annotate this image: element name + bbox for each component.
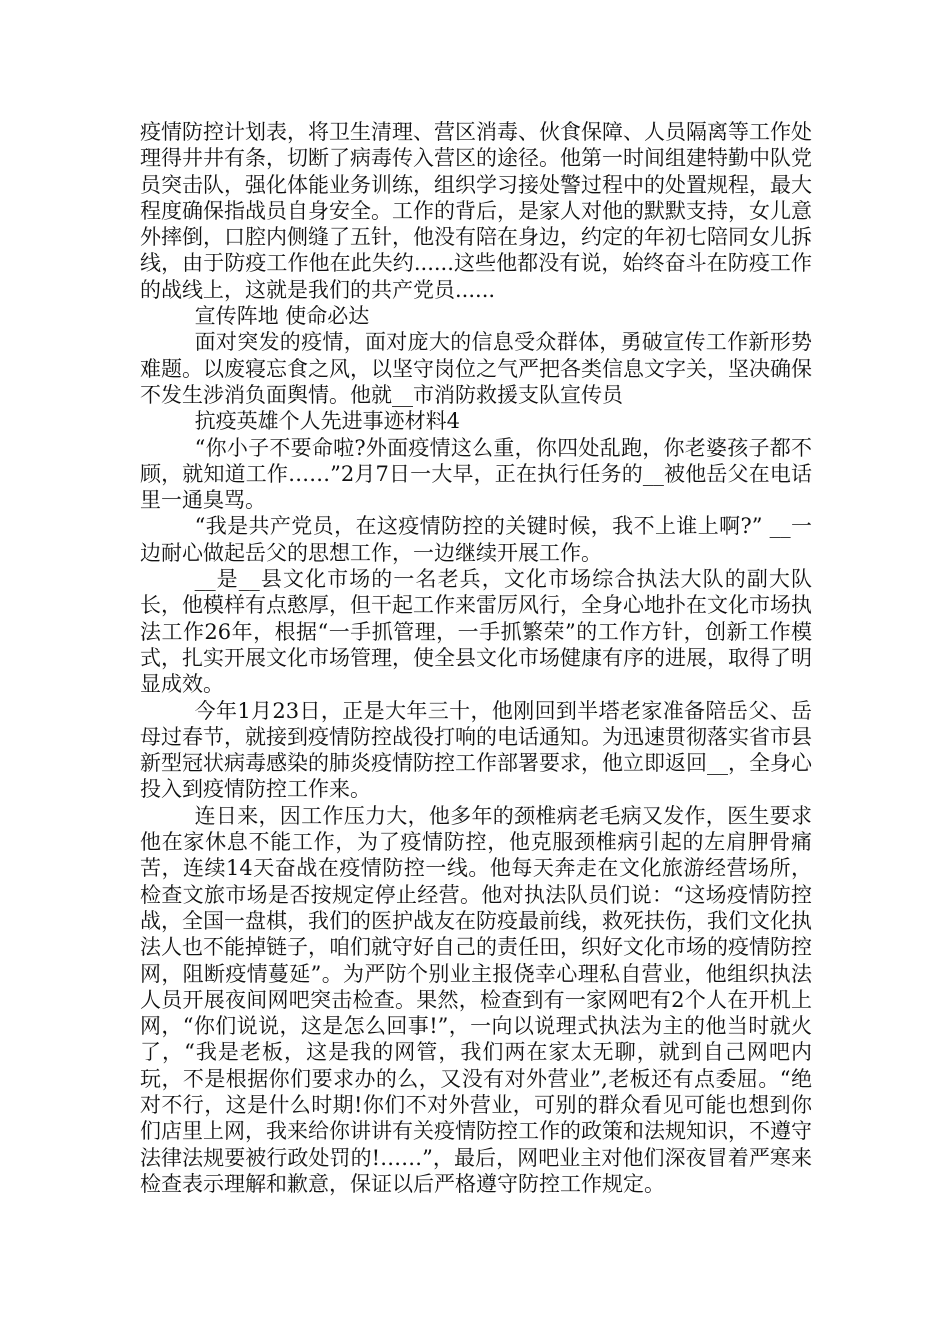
paragraph-propaganda: 面对突发的疫情，面对庞大的信息受众群体，勇破宣传工作新形势难题。以废寝忘食之风，以坚守岗位之气严把各类信息文字关，坚决确保不发生涉消负面舆情。他就__市消防救援支队宣传员: [140, 330, 812, 407]
paragraph-party-member: “我是共产党员，在这疫情防控的关键时候，我不上谁上啊?” __一边耐心做起岳父的思想工作，一边继续开展工作。: [140, 514, 812, 565]
paragraph-veteran: __是__县文化市场的一名老兵，文化市场综合执法大队的副大队长，他模样有点憨厚，但干起工作来雷厉风行，全身心地扑在文化市场执法工作26年，根据“一手抓管理，一手抓繁荣”的工作方针，创新工作模式，扎实开展文化市场管理，使全县文化市场健康有序的进展，取得了明显成效。: [140, 567, 812, 697]
paragraph-quote-father-in-law: “你小子不要命啦?外面疫情这么重，你四处乱跑，你老婆孩子都不顾，就知道工作……”2月7日一大早，正在执行任务的__被他岳父在电话里一通臭骂。: [140, 435, 812, 513]
article-title: 抗疫英雄个人先进事迹材料4: [194, 409, 460, 434]
section-heading: 宣传阵地 使命必达: [194, 304, 370, 329]
paragraph-inspection: 连日来，因工作压力大，他多年的颈椎病老毛病又发作，医生要求他在家休息不能工作，为了疫情防控，他克服颈椎病引起的左肩胛骨痛苦，连续14天奋战在疫情防控一线。他每天奔走在文化旅游经营场所，检查文旅市场是否按规定停止经营。他对执法队员们说：“这场疫情防控战，全国一盘棋，我们的医护战友在防疫最前线，救死扶伤，我们文化执法人也不能掉链子，咱们就守好自己的责任田，织好文化市场的疫情防控网，阻断疫情蔓延”。为严防个别业主报侥幸心理私自营业，他组织执法人员开展夜间网吧突击检查。果然，检查到有一家网吧有2个人在开机上网，“你们说说，这是怎么回事!”，一向以说理式执法为主的他当时就火了，“我是老板，这是我的网管，我们两在家太无聊，就到自己网吧内玩，不是根据你们要求办的么，又没有对外营业”,老板还有点委屈。“绝对不行，这是什么时期!你们不对外营业，可别的群众看见可能也想到你们店里上网，我来给你讲讲有关疫情防控工作的政策和法规知识，不遵守法律法规要被行政处罚的!……”，最后，网吧业主对他们深夜冒着严寒来检查表示理解和歉意，保证以后严格遵守防控工作规定。: [140, 803, 812, 1196]
paragraph-continuation: 疫情防控计划表，将卫生清理、营区消毒、伙食保障、人员隔离等工作处理得井井有条，切断了病毒传入营区的途径。他第一时间组建特勤中队党员突击队，强化体能业务训练，组织学习接处警过程中的处置规程，最大程度确保指战员自身安全。工作的背后，是家人对他的默默支持，女儿意外摔倒，口腔内侧缝了五针，他没有陪在身边，约定的年初七陪同女儿拆线，由于防疫工作他在此失约......这些他都没有说，始终奋斗在防疫工作的战线上，这就是我们的共产党员......: [140, 120, 812, 302]
paragraph-new-year: 今年1月23日，正是大年三十，他刚回到半塔老家准备陪岳父、岳母过春节，就接到疫情防控战役打响的电话通知。为迅速贯彻落实省市县新型冠状病毒感染的肺炎疫情防控工作部署要求，他立即返回__，全身心投入到疫情防控工作来。: [140, 698, 812, 802]
document-body: [140, 119, 812, 1197]
